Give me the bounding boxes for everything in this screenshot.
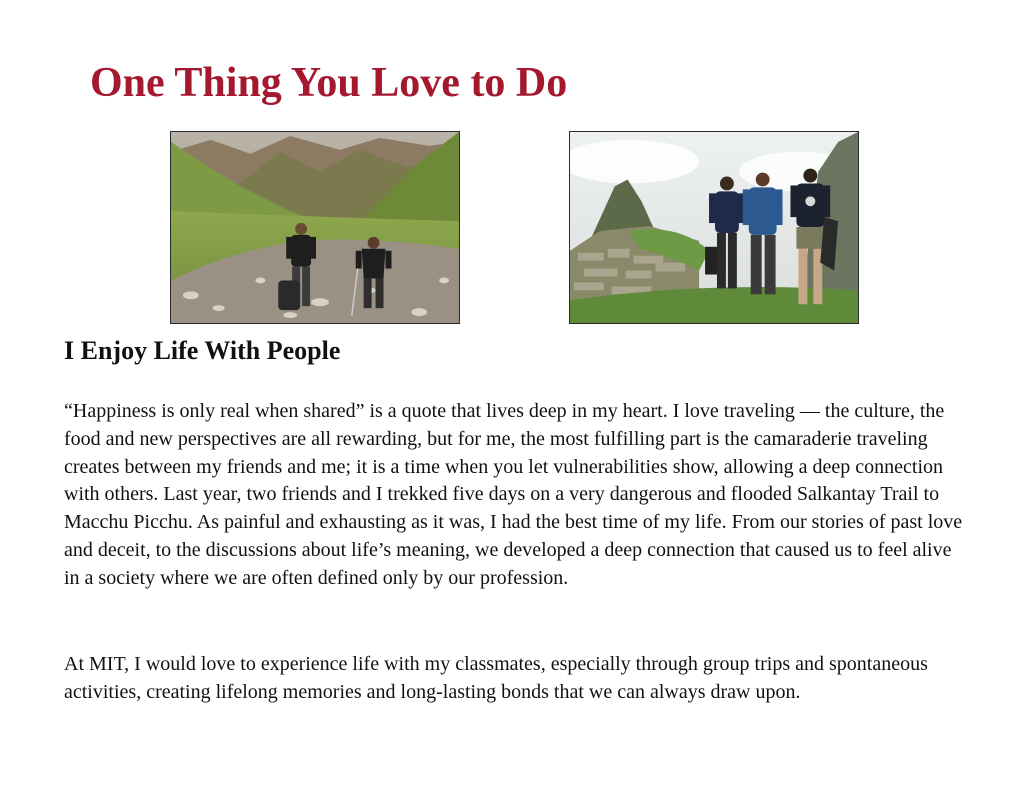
paragraph-travel-story: “Happiness is only real when shared” is a quote that lives deep in my heart. I love traveling — the culture, the food and new perspectives are all rewarding, but for me, the most fulfilling part is the camaraderie traveling creates between my friends and me; it is a time when you let vulnerabilities show, allowing a deep connection with others. Last year, two friends and I trekked five days on a very dangerous and flooded Salkantay Trail to Macchu Picchu. As painful and exhausting as it was, I had the best time of my life. From our stories of past love and deceit, to the discussions about life’s meaning, we developed a deep connection that caused us to feel alive in a society where we are often defined only by our profession. — [64, 400, 963, 589]
valley-hikers-illustration — [171, 132, 459, 323]
machu-picchu-friends-illustration — [570, 132, 858, 323]
section-heading: I Enjoy Life With People — [64, 336, 341, 365]
salkantay-trail-photo — [170, 131, 460, 324]
paragraph-mit-goals: At MIT, I would love to experience life with my classmates, especially through group trips and spontaneous activities, creating lifelong memories and long-lasting bonds that we can always draw upon. — [64, 653, 928, 703]
machu-picchu-photo — [569, 131, 859, 324]
page-title: One Thing You Love to Do — [90, 60, 568, 106]
